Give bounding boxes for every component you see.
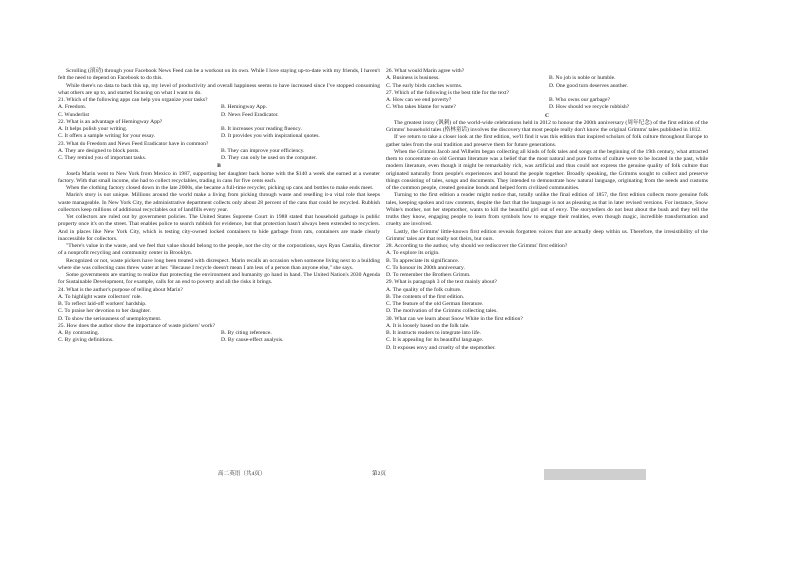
question-28-stem: 28. According to the author, why should we rediscover the Grimms' first edition? — [386, 243, 568, 249]
passage-paragraph: When the Grimms Jacob and Wilhelm began collecting all kinds of folk tales and songs at the beginning of the 19th century, what attracted them to concentrate on old German literature was a belief that the most natural and pure forms of culture were to be located in the past, while modern literature, even though it might be remarkably rich, was artificial and thus could not express the genuine quality of folk culture that originated naturally from people's experiences and bound the people together. Broadly speaking, the Grimms sought to collect and preserve things consisting of tales, songs and documents. They intended to demonstrate how natural language, originating from the needs and customs of the common people, created genuine bonds and helped form civilized communities. — [386, 148, 708, 191]
left-column — [58, 68, 380, 345]
option: B. It instructs readers to integrate into life. — [386, 330, 481, 336]
page-number: 第2页 — [372, 471, 386, 477]
passage-paragraph: The greatest irony (讽刺) of the world-wide celebrations held in 2012 to honour the 200th anniversary (周年纪念) of the first edition of the Grimms' household tales (格林童话) involves the discovery that most people really don't know the original Grimms' tales published in 1812. — [386, 119, 708, 133]
option: B. They can improve your efficiency. — [221, 147, 305, 154]
option: B. Who owns our garbage? — [549, 97, 610, 103]
option: D. To remember the Brothers Grimm. — [386, 272, 471, 278]
passage-paragraph: Some governments are starting to realize that protecting the environment and humanity go hand in hand. The United Nation's 2030 Agenda for Sustainable Development, for example, calls for an end to poverty and all the risks it brings. — [58, 272, 380, 286]
passage-paragraph: When the clothing factory closed down in the late 2000s, she became a full-time recycler, picking up cans and bottles to make ends meet. — [66, 185, 374, 191]
passage-paragraph: Marin's story is not unique. Millions around the world make a living from picking through waste and reselling it-a vital role that keeps waste manageable. In New York City, the administrative department collects only about 28 percent of the cans that could be recycled. Rubbish collectors keep millions of additional recyclables out of landfills every year. — [58, 192, 380, 213]
option: C. To honour its 200th anniversary. — [386, 264, 465, 271]
question-23-stem: 23. What do Freedom and News Feed Eradicator have in common? — [58, 140, 209, 147]
option: C. The feature of the old German literature. — [386, 301, 484, 307]
option: B. To reflect laid-off workers' hardship. — [58, 301, 147, 307]
question-23-options — [58, 148, 380, 163]
passage-paragraph: "There's value in the waste, and we feel that value should belong to the people, not the city or the corporations, says Ryan Castalia, director of a nonprofit recycling and community center in Brooklyn. — [58, 243, 380, 257]
option: A. By contrasting. — [58, 330, 100, 336]
option: A. The quality of the folk culture. — [386, 286, 462, 293]
option: A. It helps polish your writing. — [58, 126, 128, 132]
option: D. How should we recycle rubbish? — [549, 104, 630, 111]
question-28-options — [386, 250, 708, 279]
option: C. It offers a sample writing for your essay. — [58, 133, 156, 140]
option: B. No job is noble or humble. — [549, 75, 616, 82]
passage-paragraph: If we return to take a closer look at the first edition, we'll find it was this edition that inspired scholars of folk culture throughout Europe to gather tales from the oral tradition and preserve them for future generations. — [386, 134, 708, 148]
passage-paragraph: Turning to the first edition a reader might notice that, totally unlike the final edition of 1857, the first edition collects more genuine folk tales, keeping spoken and raw contents, despite the fact that the language is not as pleasing as that in later revised versions. For instance, Snow White's mother, not her stepmother, wants to kill the beautiful girl out of envy. The storytellers do not beat about the bush and they tell the truths they know, engaging people to learn from symbols how to engage their realities, even though magic, incredible transformation and cruelty are involved. — [386, 192, 708, 228]
question-29-stem: 29. What is paragraph 3 of the text mainly about? — [386, 279, 497, 286]
option: C. To praise her devotion to her daughter. — [58, 308, 151, 315]
passage-paragraph: Yet collectors are ruled out by government policies. The United States Supreme Court in 1988 stated that household garbage is public property once it's on the street. That enables police to search rubbish for evidence, but that protection hasn't always been extended to recyclers. And in places like New York City, which is testing city-owned locked containers to hide garbage from rats, containers are made clearly inaccessible for collectors. — [58, 214, 380, 242]
option: C. By giving definitions. — [58, 337, 114, 344]
right-column — [386, 68, 708, 352]
option: C. Wunderlist — [58, 111, 90, 118]
option: A. How can we end poverty? — [386, 97, 452, 103]
option: D. One good turn deserves another. — [549, 82, 629, 89]
question-27-options — [386, 97, 708, 112]
option: A. Business is business. — [386, 75, 440, 82]
option: B. It increases your reading fluency. — [221, 126, 302, 132]
option: C. They remind you of important tasks. — [58, 155, 147, 161]
section-heading-c: C — [544, 112, 550, 119]
option: C. It is appealing for its beautiful language. — [386, 337, 484, 344]
gray-block — [544, 469, 646, 480]
passage-paragraph: Josefa Marin went to New York from Mexico in 1987, supporting her daughter back home with the $140 a week she earned at a sweater factory. With that small income, she had to collect recyclables, trading in cans for five cents each. — [58, 170, 380, 184]
option: A. To highlight waste collectors' role. — [58, 293, 142, 300]
option: C. The early birds catches worms. — [386, 82, 463, 89]
option: B. To appreciate its significance. — [386, 257, 460, 264]
question-21-stem: 21. Which of the following apps can help you organize your tasks? — [58, 97, 208, 103]
option: B. By citing reference. — [221, 330, 272, 336]
option: D. To show the seriousness of unemployment. — [58, 315, 162, 322]
option: A. To explore its origin. — [386, 250, 440, 257]
question-21-options — [58, 104, 380, 119]
question-30-options — [386, 323, 708, 352]
option: D. It exposes envy and cruelty of the stepmother. — [386, 344, 496, 351]
section-heading-b: B — [217, 163, 221, 170]
question-22-options — [58, 126, 380, 141]
question-29-options — [386, 287, 708, 316]
question-27-stem: 27. Which of the following is the best title for the text? — [386, 89, 509, 96]
option: A. It is loosely based on the folk tale. — [386, 322, 470, 329]
option: A. They are designed to block posts. — [58, 147, 140, 154]
question-30-stem: 30. What can we learn about Snow White in the first edition? — [386, 315, 523, 322]
page-footer-left: 高二英语（共4页） — [218, 471, 266, 477]
passage-paragraph: Scrolling (滚动) through your Facebook News Feed can be a workout on its own. While I love staying up-to-date with my friends, I haven't felt the need to depend on Facebook to do this. — [58, 68, 380, 82]
question-26-options — [386, 75, 708, 90]
question-24-stem: 24. What is the author's purpose of telling about Marin? — [58, 286, 183, 293]
question-25-stem: 25. How does the author show the importance of waste pickers' work? — [58, 322, 215, 329]
question-22-stem: 22. What is an advantage of Hemingway App? — [58, 118, 163, 125]
option: B. The contents of the first edition. — [386, 293, 465, 300]
question-25-options — [58, 330, 380, 345]
option: D. They can only be used on the computer. — [221, 155, 317, 161]
passage-paragraph: While there's no data to back this up, my level of productivity and overall happiness seems to have increased since I've stopped consuming what others are up to, and started focusing on what I want to do. — [58, 82, 380, 96]
option: A. Freedom. — [58, 104, 87, 111]
option: D. By cause-effect analysis. — [221, 337, 284, 344]
passage-paragraph: Lastly, the Grimms' little-known first edition reveals forgotten voices that are actually deep within us. Therefore, the irresistibility of the Grimms' tales are that really not theirs, but ours. — [386, 228, 708, 242]
question-24-options — [58, 294, 380, 323]
option: D. News Feed Eradicator. — [221, 111, 279, 118]
passage-paragraph: Recognized or not, waste pickers have long been treated with disrespect. Marin recalls an occasion when someone living next to a building where she was collecting cans threw water at her. "Because I recycle doesn't mean I am less of a person than anyone else," she says. — [58, 257, 380, 271]
option: B. Hemingway App. — [221, 104, 267, 111]
option: D. It provides you with inspirational quotes. — [221, 133, 320, 140]
question-26-stem: 26. What would Marin agree with? — [386, 68, 465, 74]
option: D. The motivation of the Grimms collecting tales. — [386, 308, 498, 315]
option: C. Who takes blame for waste? — [386, 104, 456, 111]
